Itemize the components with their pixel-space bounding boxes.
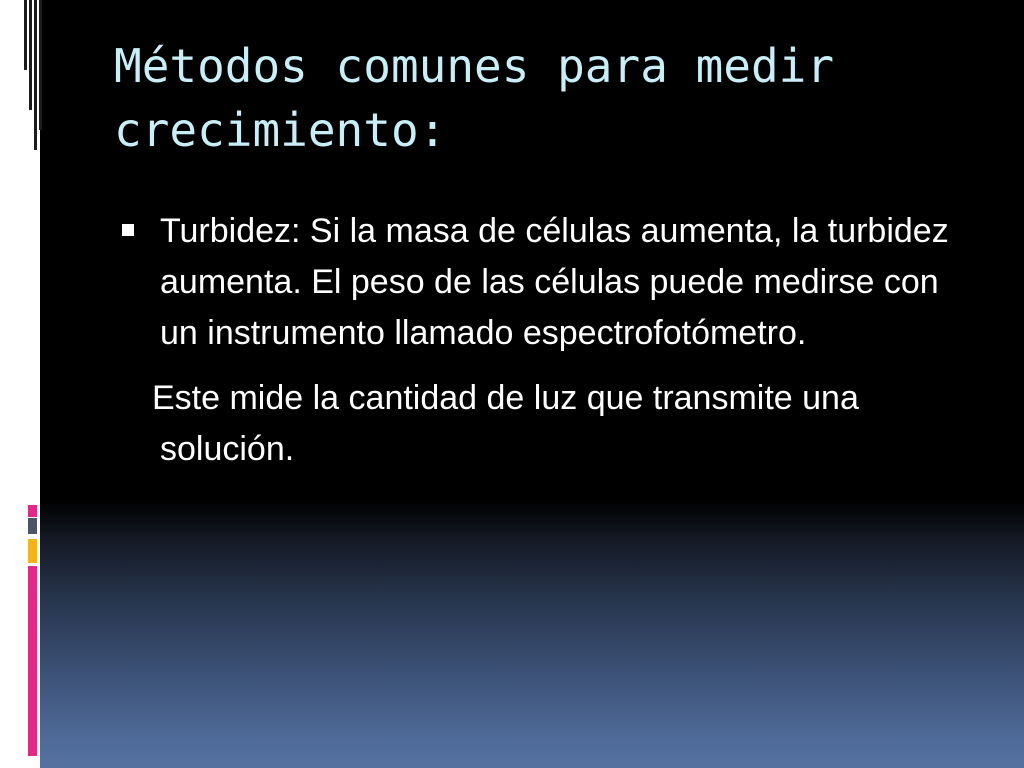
slide-content <box>122 206 952 475</box>
accent-gray <box>28 518 37 534</box>
accent-yellow <box>28 539 37 563</box>
square-bullet-icon <box>122 224 134 236</box>
continuation-text: Este mide la cantidad de luz que transmite una solución. <box>152 379 859 468</box>
bullet-item <box>122 206 952 359</box>
accent-pink-top <box>28 505 37 517</box>
decorative-line <box>34 0 37 150</box>
bullet-text: Turbidez: Si la masa de células aumenta, la turbidez aumenta. El peso de las células puede medirse con un instrumento llamado espectrofotómetro. <box>160 212 949 352</box>
decorative-vertical-lines <box>14 0 40 150</box>
accent-pink-bottom <box>28 566 37 756</box>
slide-title: Métodos comunes para medir crecimiento: <box>114 39 835 157</box>
decorative-line <box>29 0 32 110</box>
decorative-line <box>39 0 42 130</box>
decorative-line <box>24 0 27 70</box>
